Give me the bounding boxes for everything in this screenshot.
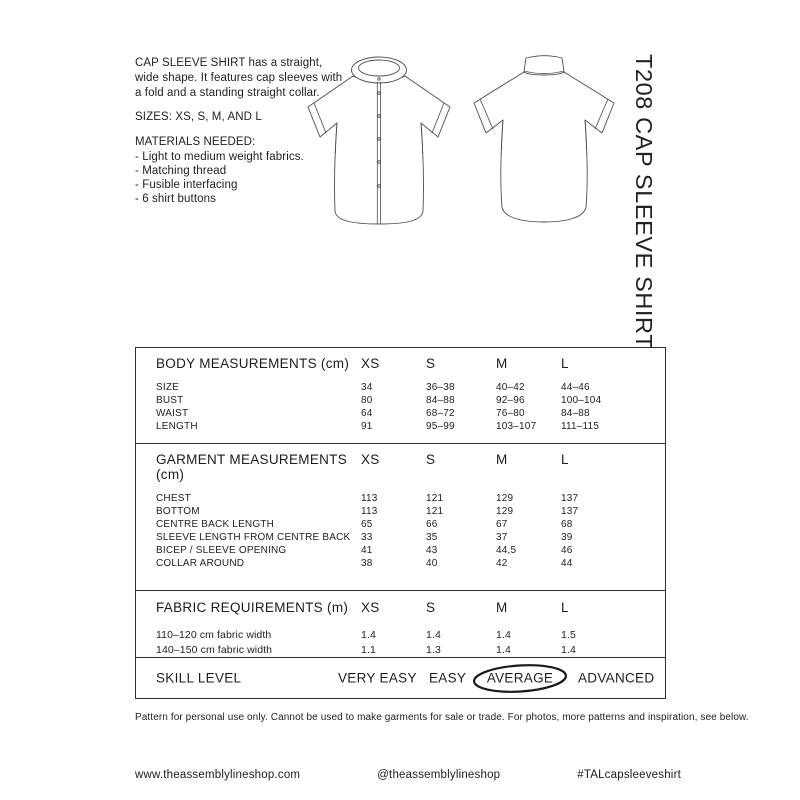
row-label: SLEEVE LENGTH FROM CENTRE BACK bbox=[156, 532, 351, 543]
garment-measurements-section bbox=[136, 443, 665, 590]
cell-m: 40–42 bbox=[496, 382, 525, 393]
cell-xs: 65 bbox=[361, 519, 373, 530]
cell-m: 1.4 bbox=[496, 629, 511, 641]
table-row bbox=[156, 643, 657, 658]
cell-m: 67 bbox=[496, 519, 508, 530]
skill-level-average-label: AVERAGE bbox=[486, 670, 554, 686]
cell-l: 137 bbox=[561, 506, 579, 517]
cell-m: 92–96 bbox=[496, 395, 525, 406]
row-label: BUST bbox=[156, 395, 184, 406]
sizes-text: SIZES: XS, S, M, AND L bbox=[135, 111, 262, 123]
garment-measurements-title: GARMENT MEASUREMENTS (cm) bbox=[156, 452, 348, 482]
shirt-front-drawing bbox=[303, 55, 456, 230]
material-item: - Light to medium weight fabrics. bbox=[135, 151, 304, 163]
cell-s: 121 bbox=[426, 506, 444, 517]
fabric-requirements-title: FABRIC REQUIREMENTS (m) bbox=[156, 600, 349, 615]
body-measurements-title: BODY MEASUREMENTS (cm) bbox=[156, 356, 350, 371]
cell-s: 43 bbox=[426, 545, 438, 556]
cell-l: 68 bbox=[561, 519, 573, 530]
row-label: LENGTH bbox=[156, 421, 198, 432]
size-header-xs: XS bbox=[361, 356, 380, 371]
row-label: 140–150 cm fabric width bbox=[156, 643, 273, 656]
cell-m: 129 bbox=[496, 506, 514, 517]
cell-s: 35 bbox=[426, 532, 438, 543]
table-row bbox=[156, 544, 657, 557]
size-header-s: S bbox=[426, 600, 436, 615]
cell-l: 111–115 bbox=[561, 421, 600, 432]
table-row bbox=[156, 531, 657, 544]
row-label: COLLAR AROUND bbox=[156, 558, 245, 569]
size-header-s: S bbox=[426, 356, 436, 371]
table-row bbox=[156, 628, 657, 643]
cell-m: 129 bbox=[496, 493, 514, 504]
row-label: 110–120 cm fabric width bbox=[156, 629, 272, 641]
row-label: SIZE bbox=[156, 382, 180, 393]
size-header-l: L bbox=[561, 452, 569, 467]
cell-s: 40 bbox=[426, 558, 438, 569]
cell-l: 1.5 bbox=[561, 629, 576, 641]
table-row bbox=[156, 518, 657, 531]
cell-l: 46 bbox=[561, 545, 573, 556]
cell-xs: 33 bbox=[361, 532, 373, 543]
table-row bbox=[156, 492, 657, 505]
cell-m: 1.4 bbox=[496, 643, 511, 656]
cell-m: 37 bbox=[496, 532, 508, 543]
row-label: CHEST bbox=[156, 493, 191, 504]
table-row bbox=[156, 557, 657, 570]
materials-needed-title: MATERIALS NEEDED: bbox=[135, 136, 256, 148]
size-header-xs: XS bbox=[361, 452, 380, 467]
size-header-xs: XS bbox=[361, 600, 380, 615]
cell-xs: 64 bbox=[361, 408, 373, 419]
website-link: www.theassemblylineshop.com bbox=[135, 769, 301, 781]
cell-s: 66 bbox=[426, 519, 438, 530]
skill-level-average-selected bbox=[475, 671, 565, 686]
size-header-l: L bbox=[561, 600, 569, 615]
table-row bbox=[156, 420, 657, 433]
row-label: BOTTOM bbox=[156, 506, 200, 517]
cell-xs: 1.1 bbox=[361, 643, 376, 656]
material-item: - Matching thread bbox=[135, 165, 227, 177]
row-label: WAIST bbox=[156, 408, 189, 419]
cell-l: 44 bbox=[561, 558, 573, 569]
cell-m: 44,5 bbox=[496, 545, 517, 556]
cell-l: 84–88 bbox=[561, 408, 590, 419]
cell-s: 36–38 bbox=[426, 382, 455, 393]
shirt-front-illustration-icon bbox=[303, 55, 456, 230]
cell-s: 1.4 bbox=[426, 629, 441, 641]
cell-xs: 113 bbox=[361, 493, 378, 504]
cell-s: 68–72 bbox=[426, 408, 455, 419]
skill-level-advanced: ADVANCED bbox=[578, 670, 655, 686]
footer bbox=[135, 769, 681, 781]
cell-xs: 113 bbox=[361, 506, 378, 517]
size-header-m: M bbox=[496, 600, 508, 615]
size-header-l: L bbox=[561, 356, 569, 371]
cell-m: 76–80 bbox=[496, 408, 525, 419]
size-header-m: M bbox=[496, 356, 508, 371]
cell-m: 42 bbox=[496, 558, 508, 569]
shirt-back-drawing bbox=[468, 53, 621, 228]
body-measurements-section bbox=[136, 348, 665, 443]
material-item: - 6 shirt buttons bbox=[135, 193, 216, 205]
table-row bbox=[156, 505, 657, 518]
cell-xs: 41 bbox=[361, 545, 373, 556]
cell-s: 1.3 bbox=[426, 643, 441, 656]
cell-l: 44–46 bbox=[561, 382, 590, 393]
cell-l: 137 bbox=[561, 493, 579, 504]
cell-xs: 34 bbox=[361, 382, 373, 393]
pattern-intro-text: CAP SLEEVE SHIRT has a straight, wide shape. It features cap sleeves with a fold and a standing straight collar. bbox=[135, 57, 343, 99]
cell-xs: 1.4 bbox=[361, 629, 376, 641]
cell-xs: 38 bbox=[361, 558, 373, 569]
size-header-m: M bbox=[496, 452, 508, 467]
cell-xs: 91 bbox=[361, 421, 373, 432]
cell-m: 103–107 bbox=[496, 421, 537, 432]
cell-s: 121 bbox=[426, 493, 444, 504]
table-row bbox=[156, 394, 657, 407]
spec-table bbox=[135, 347, 666, 699]
skill-level-easy: EASY bbox=[429, 670, 467, 686]
material-item: - Fusible interfacing bbox=[135, 179, 238, 191]
skill-level-title: SKILL LEVEL bbox=[156, 670, 242, 686]
pattern-title-vertical: T208 CAP SLEEVE SHIRT bbox=[631, 54, 657, 350]
hashtag-label: #TALcapsleeveshirt bbox=[577, 769, 681, 781]
row-label: CENTRE BACK LENGTH bbox=[156, 519, 275, 530]
cell-s: 95–99 bbox=[426, 421, 455, 432]
table-row bbox=[156, 407, 657, 420]
cell-l: 1.4 bbox=[561, 643, 576, 656]
table-row bbox=[156, 381, 657, 394]
shirt-back-illustration-icon bbox=[468, 53, 621, 228]
cell-xs: 80 bbox=[361, 395, 373, 406]
skill-level-section bbox=[136, 657, 665, 698]
size-header-s: S bbox=[426, 452, 436, 467]
cell-l: 39 bbox=[561, 532, 573, 543]
row-label: BICEP / SLEEVE OPENING bbox=[156, 545, 287, 556]
cell-l: 100–104 bbox=[561, 395, 602, 406]
skill-level-very-easy: VERY EASY bbox=[338, 670, 417, 686]
fabric-requirements-section bbox=[136, 590, 665, 657]
cell-s: 84–88 bbox=[426, 395, 455, 406]
instagram-handle: @theassemblylineshop bbox=[377, 769, 501, 781]
usage-disclaimer: Pattern for personal use only. Cannot be used to make garments for sale or trade. For photos, more patterns and inspiration, see below. bbox=[135, 712, 749, 723]
